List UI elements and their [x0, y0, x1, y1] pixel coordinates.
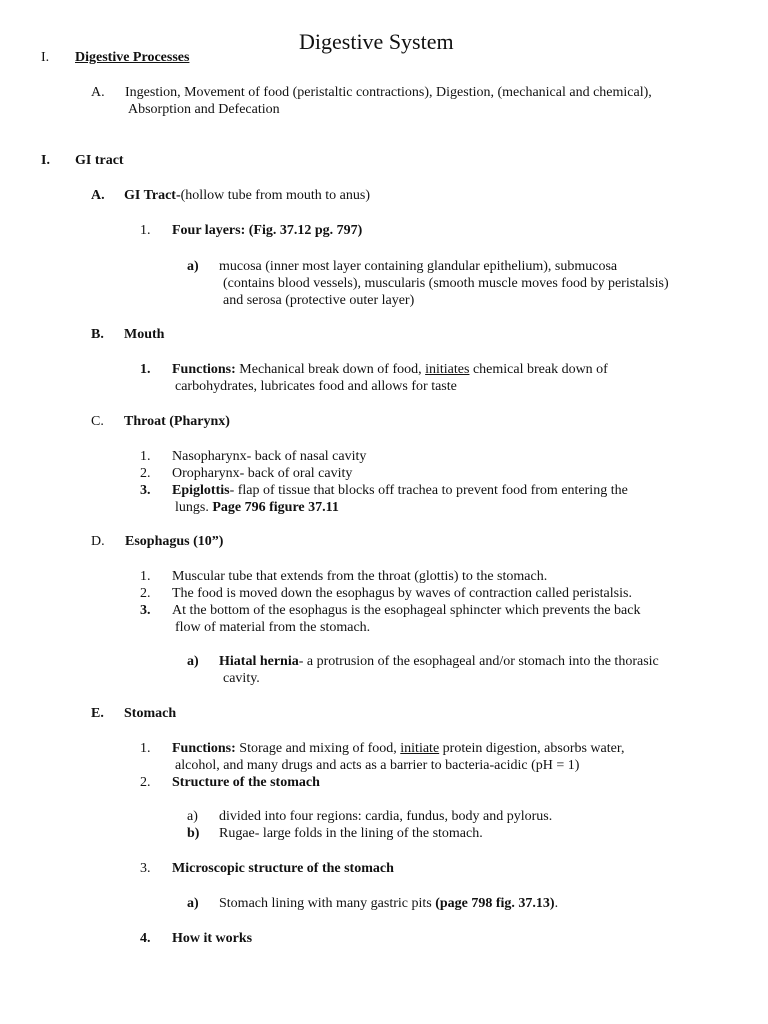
list-marker: a) [187, 654, 199, 669]
list-marker: a) [187, 896, 199, 911]
list-marker: 1. [140, 741, 151, 756]
section-number: I. [41, 153, 50, 168]
list-marker: 2. [140, 466, 151, 481]
section-heading-digestive-processes: Digestive Processes [75, 50, 190, 65]
list-item: divided into four regions: cardia, fundus, body and pylorus. [219, 809, 553, 824]
list-marker: 3. [140, 861, 151, 876]
paragraph-line: flow of material from the stomach. [175, 620, 371, 635]
subsection-heading-stomach: Stomach [124, 706, 177, 721]
list-item: Nasopharynx- back of nasal cavity [172, 449, 367, 464]
paragraph-line: mucosa (inner most layer containing glandular epithelium), submucosa [219, 259, 618, 274]
list-marker: A. [91, 188, 105, 203]
section-number: I. [41, 50, 50, 65]
list-item-structure: Structure of the stomach [172, 775, 320, 790]
paragraph-line: lungs. Page 796 figure 37.11 [175, 500, 339, 515]
list-item: At the bottom of the esophagus is the esophageal sphincter which prevents the back [172, 603, 641, 618]
list-item: Muscular tube that extends from the throat (glottis) to the stomach. [172, 569, 548, 584]
subsection-heading-throat: Throat (Pharynx) [124, 414, 230, 429]
paragraph-line: alcohol, and many drugs and acts as a barrier to bacteria-acidic (pH = 1) [175, 758, 580, 773]
list-item-how-it-works: How it works [172, 931, 253, 946]
list-item-epiglottis: Epiglottis- flap of tissue that blocks off trachea to prevent food from entering the [172, 483, 628, 498]
section-heading-gi-tract: GI tract [75, 153, 124, 168]
list-item-mouth-functions: Functions: Mechanical break down of food, initiates chemical break down of [172, 362, 608, 377]
list-item-stomach-functions: Functions: Storage and mixing of food, initiate protein digestion, absorbs water, [172, 741, 625, 756]
list-item: Rugae- large folds in the lining of the stomach. [219, 826, 483, 841]
list-marker: 3. [140, 483, 151, 498]
list-marker: B. [91, 327, 104, 342]
list-item-hiatal-hernia: Hiatal hernia- a protrusion of the esophageal and/or stomach into the thorasic [219, 654, 659, 669]
list-item-microscopic-structure: Microscopic structure of the stomach [172, 861, 394, 876]
list-item-four-layers: Four layers: (Fig. 37.12 pg. 797) [172, 223, 363, 238]
paragraph-line: and serosa (protective outer layer) [223, 293, 415, 308]
list-marker: 4. [140, 931, 151, 946]
list-marker: 2. [140, 586, 151, 601]
list-marker: 1. [140, 449, 151, 464]
list-item: Oropharynx- back of oral cavity [172, 466, 353, 481]
paragraph-line: Ingestion, Movement of food (peristaltic contractions), Digestion, (mechanical and chemical), [125, 85, 652, 100]
list-marker: E. [91, 706, 104, 721]
list-marker: 2. [140, 775, 151, 790]
paragraph-line: cavity. [223, 671, 260, 686]
list-marker: b) [187, 826, 200, 841]
list-marker: a) [187, 809, 198, 824]
list-marker: C. [91, 414, 104, 429]
list-marker: D. [91, 534, 105, 549]
paragraph-line: Absorption and Defecation [128, 102, 280, 117]
list-item: The food is moved down the esophagus by waves of contraction called peristalsis. [172, 586, 632, 601]
paragraph-line: carbohydrates, lubricates food and allows for taste [175, 379, 457, 394]
subsection-heading-gi-tract: GI Tract-(hollow tube from mouth to anus) [124, 188, 371, 203]
list-marker: A. [91, 85, 105, 100]
list-marker: a) [187, 259, 199, 274]
list-marker: 1. [140, 362, 151, 377]
list-item-gastric-pits: Stomach lining with many gastric pits (page 798 fig. 37.13). [219, 896, 559, 911]
paragraph-line: (contains blood vessels), muscularis (smooth muscle moves food by peristalsis) [223, 276, 669, 291]
page-title: Digestive System [299, 29, 454, 54]
list-marker: 1. [140, 569, 151, 584]
list-marker: 1. [140, 223, 151, 238]
subsection-heading-mouth: Mouth [124, 327, 165, 342]
subsection-heading-esophagus: Esophagus (10”) [125, 534, 224, 549]
list-marker: 3. [140, 603, 151, 618]
